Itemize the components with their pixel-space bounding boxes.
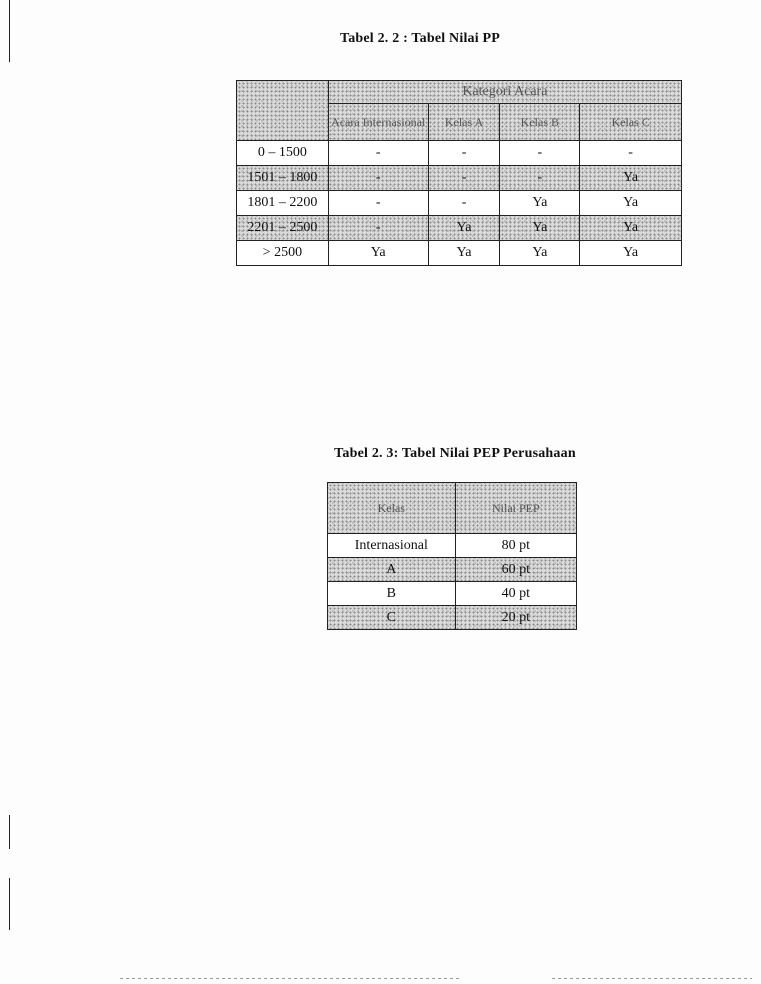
value-cell: - bbox=[500, 166, 580, 191]
value-cell: Ya bbox=[500, 191, 580, 216]
value-cell: Ya bbox=[580, 241, 682, 266]
table1-caption: Tabel 2. 2 : Tabel Nilai PP bbox=[339, 31, 501, 46]
table-row bbox=[328, 606, 577, 630]
value-cell: - bbox=[580, 141, 682, 166]
table2-caption: Tabel 2. 3: Tabel Nilai PEP Perusahaan bbox=[334, 446, 576, 461]
range-cell: 1501 – 1800 bbox=[237, 166, 329, 191]
footer-rule bbox=[120, 978, 460, 979]
table-row bbox=[237, 191, 682, 216]
value-cell: Ya bbox=[428, 241, 500, 266]
pp-value-table bbox=[236, 80, 682, 266]
margin-rule bbox=[9, 878, 10, 930]
value-cell: Ya bbox=[580, 191, 682, 216]
class-cell: C bbox=[328, 606, 456, 630]
value-cell: Ya bbox=[428, 216, 500, 241]
value-cell: - bbox=[428, 191, 500, 216]
column-header: Acara Internasional bbox=[328, 104, 428, 141]
class-cell: A bbox=[328, 558, 456, 582]
table-row bbox=[237, 141, 682, 166]
value-cell: Ya bbox=[500, 216, 580, 241]
value-cell: - bbox=[428, 141, 500, 166]
class-cell: Internasional bbox=[328, 534, 456, 558]
table-row bbox=[328, 534, 577, 558]
table-row bbox=[237, 216, 682, 241]
value-cell: - bbox=[328, 216, 428, 241]
value-cell: Ya bbox=[580, 166, 682, 191]
class-cell: B bbox=[328, 582, 456, 606]
range-header-cell bbox=[237, 81, 329, 141]
column-header: Nilai PEP bbox=[455, 483, 576, 534]
value-cell: - bbox=[328, 166, 428, 191]
column-header: Kelas B bbox=[500, 104, 580, 141]
value-cell: Ya bbox=[328, 241, 428, 266]
margin-rule bbox=[9, 0, 10, 62]
value-cell: - bbox=[500, 141, 580, 166]
range-cell: 0 – 1500 bbox=[237, 141, 329, 166]
table-header-row bbox=[328, 483, 577, 534]
value-cell: Ya bbox=[500, 241, 580, 266]
table-row bbox=[237, 166, 682, 191]
column-header: Kelas C bbox=[580, 104, 682, 141]
table-header-row bbox=[237, 81, 682, 104]
value-cell: - bbox=[428, 166, 500, 191]
range-cell: 1801 – 2200 bbox=[237, 191, 329, 216]
value-cell: - bbox=[328, 141, 428, 166]
group-header-cell: Kategori Acara bbox=[328, 81, 681, 104]
table-row bbox=[328, 582, 577, 606]
value-cell: 80 pt bbox=[455, 534, 576, 558]
value-cell: 20 pt bbox=[455, 606, 576, 630]
range-cell: 2201 – 2500 bbox=[237, 216, 329, 241]
column-header: Kelas bbox=[328, 483, 456, 534]
value-cell: Ya bbox=[580, 216, 682, 241]
column-header: Kelas A bbox=[428, 104, 500, 141]
footer-rule bbox=[552, 978, 752, 979]
table-row bbox=[237, 241, 682, 266]
value-cell: 40 pt bbox=[455, 582, 576, 606]
margin-rule bbox=[9, 815, 10, 849]
pep-value-table bbox=[327, 482, 577, 630]
table-row bbox=[328, 558, 577, 582]
value-cell: 60 pt bbox=[455, 558, 576, 582]
value-cell: - bbox=[328, 191, 428, 216]
range-cell: > 2500 bbox=[237, 241, 329, 266]
